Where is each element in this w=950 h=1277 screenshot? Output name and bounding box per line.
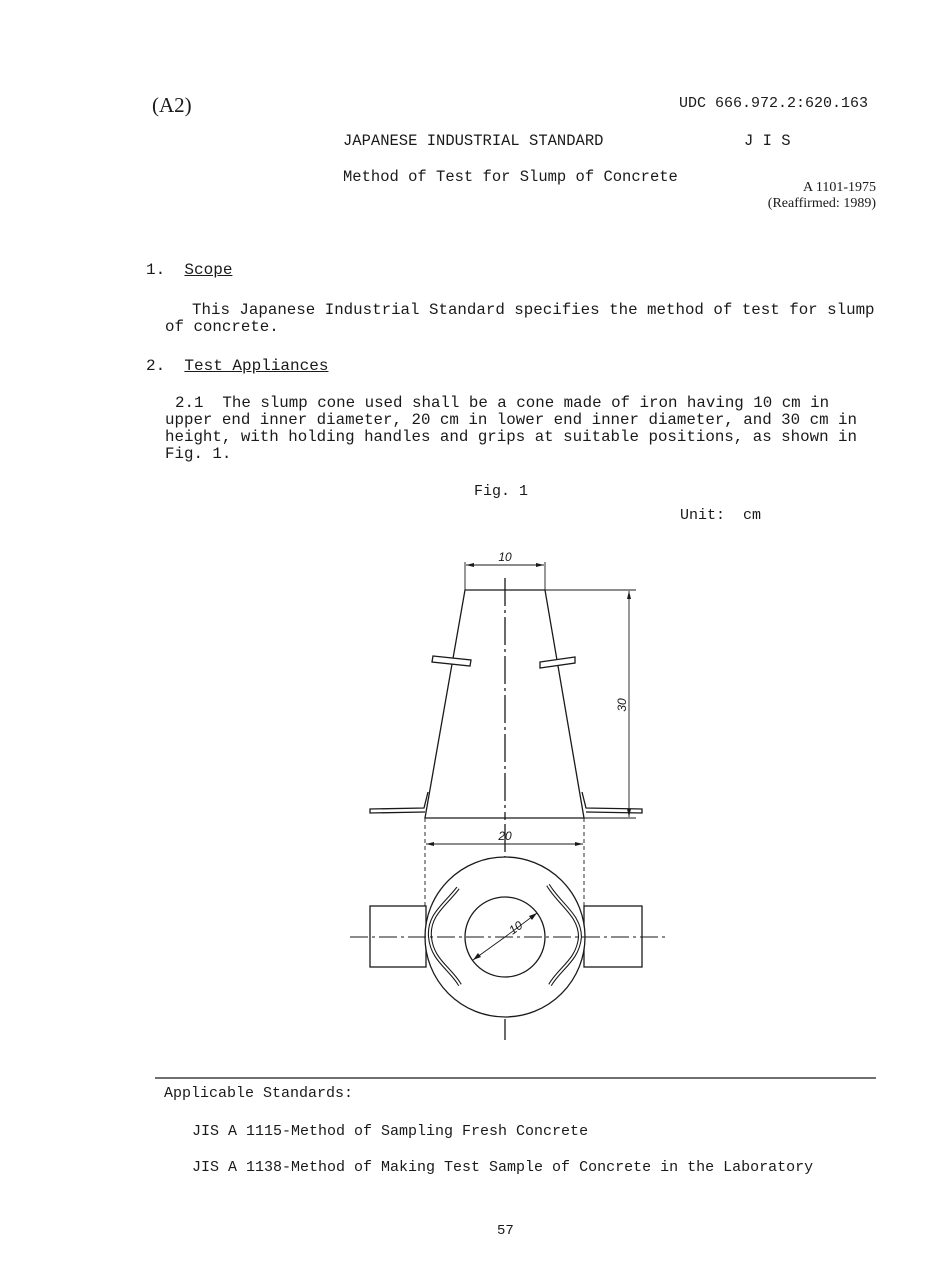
section-title: Scope (184, 261, 233, 279)
figure-unit: Unit: cm (680, 507, 762, 524)
standard-reference: JIS A 1115-Method of Sampling Fresh Concrete (192, 1123, 589, 1140)
standard-org: JAPANESE INDUSTRIAL STANDARD (343, 132, 604, 150)
grip-left (370, 906, 426, 967)
section-number: 1. (146, 261, 166, 279)
grip-right (584, 906, 642, 967)
dimension-inner-label: 10 (506, 918, 526, 938)
standard-number: A 1101-1975 (803, 180, 876, 195)
document-title: Method of Test for Slump of Concrete (343, 168, 678, 186)
section-number: 2. (146, 357, 166, 375)
applicable-standards-label: Applicable Standards: (164, 1085, 354, 1102)
paragraph-line: Fig. 1. (165, 445, 232, 463)
paragraph-line: This Japanese Industrial Standard specifies the method of test for slump (192, 301, 875, 319)
dimension-bottom-label: 20 (498, 829, 512, 843)
udc-code: UDC 666.972.2:620.163 (678, 95, 868, 112)
page-code: (A2) (152, 93, 192, 117)
reaffirmed-note: (Reaffirmed: 1989) (767, 196, 876, 211)
paragraph-line: of concrete. (165, 318, 279, 336)
page-number: 57 (497, 1223, 514, 1239)
dimension-top-label: 10 (498, 550, 512, 564)
foot-right (582, 792, 642, 813)
paragraph-line: upper end inner diameter, 20 cm in lower end inner diameter, and 30 cm in (165, 411, 858, 429)
standard-reference: JIS A 1138-Method of Making Test Sample of Concrete in the Laboratory (192, 1159, 814, 1176)
dimension-height-label: 30 (615, 698, 629, 712)
paragraph-line: height, with holding handles and grips at suitable positions, as shown in (165, 428, 858, 446)
jis-mark: J I S (744, 132, 791, 150)
figure-caption: Fig. 1 (474, 483, 529, 500)
section-title: Test Appliances (184, 357, 329, 375)
paragraph-line: 2.1 The slump cone used shall be a cone made of iron having 10 cm in (175, 394, 830, 412)
foot-left (370, 792, 428, 813)
handle-left (432, 656, 471, 666)
